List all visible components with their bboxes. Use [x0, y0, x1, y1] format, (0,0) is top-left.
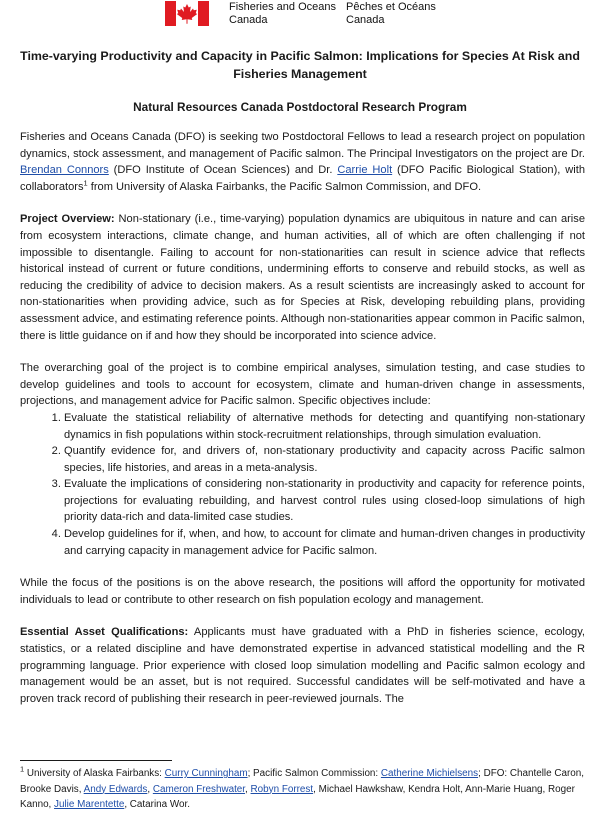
dept-name-fr-line1: Pêches et Océans	[346, 1, 436, 13]
collaborator-link-forrest[interactable]: Robyn Forrest	[250, 783, 314, 795]
footnote-divider	[20, 760, 172, 761]
objective-item: 1. Evaluate the statistical reliability of alternative methods for detecting and quantifying non-stationary dynamics in fish populations within stock-recruitment relationships, through simulation evaluation.	[64, 410, 585, 443]
document-title: Time-varying Productivity and Capacity in Pacific Salmon: Implications for Species At Risk and Fisheries Management	[20, 49, 580, 81]
collaborator-link-marentette[interactable]: Julie Marentette	[54, 799, 125, 810]
pi-link-holt[interactable]: Carrie Holt	[337, 164, 393, 177]
collaborator-link-edwards[interactable]: Andy Edwards	[83, 783, 148, 795]
footnote-text-4: ,	[147, 783, 153, 795]
footnote-text-1: University of Alaska Fairbanks:	[24, 768, 165, 779]
footnote-text-2: ; Pacific Salmon Commission:	[247, 768, 381, 779]
objective-item: 4. Develop guidelines for if, when, and how, to account for climate and human-driven changes in productivity and carrying capacity in management advice for Pacific salmon.	[64, 526, 585, 559]
program-subtitle: Natural Resources Canada Postdoctoral Research Program	[133, 100, 467, 114]
footnote-mark: 1	[20, 764, 25, 774]
intro-text-4: from University of Alaska Fairbanks, the Pacific Salmon Commission, and DFO.	[87, 180, 482, 193]
objectives-list	[20, 410, 585, 559]
canada-flag-icon	[165, 1, 209, 26]
footnote-reference: 1	[83, 178, 88, 188]
collaborator-link-michielsens[interactable]: Catherine Michielsens	[380, 768, 479, 779]
pi-link-connors[interactable]: Brendan Connors	[20, 164, 109, 177]
collaborator-link-cunningham[interactable]: Curry Cunningham	[164, 768, 248, 779]
document-body	[20, 129, 585, 723]
dept-name-en-line2: Canada	[229, 13, 268, 26]
dept-name-fr-line2: Canada	[346, 13, 385, 26]
intro-text-1: Fisheries and Oceans Canada (DFO) is seeking two Postdoctoral Fellows to lead a research project on population dynamics, stock assessment, and management of Pacific salmon. The Principal Investigators on the project are Dr.	[20, 131, 585, 160]
intro-text-3: (DFO Pacific Biological Station), with collaborators	[20, 164, 585, 193]
qualifications-text: Applicants must have graduated with a PhD in fisheries science, ecology, statistics, or a related discipline and have demonstrated expertise in advanced statistical modelling and the R programming language. Prior experience with closed loop simulation modelling and Pacific salmon ecology and management would be an asset, but is not required. Successful candidates will be self-motivated and have a proven track record of publishing their research in peer-reviewed journals. The	[20, 626, 586, 705]
footnote-text-3: ; DFO: Chantelle Caron, Brooke Davis,	[20, 768, 585, 795]
intro-text-2: (DFO Institute of Ocean Sciences) and Dr.	[108, 164, 338, 177]
overview-text: Non-stationary (i.e., time-varying) population dynamics are ubiquitous in nature and can arise from ecosystem interactions, climate change, and human activities, all of which are often challenging if not impossible to disentangle. Failing to account for non-stationarities can result in science advice that reflects historical instead of current or future conditions, undermining efforts to conserve and rebuild stocks, as well as reducing the credibility of advice to decision makers. As a result scientists are increasingly asked to account for non-stationarities when providing advice, such as for Species at Risk, developing rebuilding plans, providing assessment advice, and estimating reference points. Although non-stationarities appear common in Pacific salmon, there is little guidance on if and how they should be incorporated into science advice.	[20, 213, 585, 342]
footnote-text-5: ,	[245, 783, 251, 795]
overview-paragraph	[20, 211, 585, 344]
objective-item: 3. Evaluate the implications of considering non-stationarity in productivity and capacity for reference points, projections for evaluating rebuilding, and harvest control rules using closed-loop simulations of high priority data-rich and data-limited case studies.	[64, 476, 585, 526]
intro-paragraph	[20, 129, 585, 195]
header	[165, 1, 446, 29]
dept-name-en-line1: Fisheries and Oceans	[229, 1, 336, 13]
collaborator-link-freshwater[interactable]: Cameron Freshwater	[152, 783, 246, 795]
overview-heading: Project Overview:	[20, 213, 115, 226]
footnote-text-7: , Catarina Wor.	[124, 799, 190, 810]
qualifications-paragraph	[20, 624, 585, 707]
department-wordmark	[229, 1, 446, 26]
goal-paragraph: The overarching goal of the project is to combine empirical analyses, simulation testing, and case studies to develop guidelines and tools to account for ecosystem, climate and human-driven change in assessments, projections, and management advice for Pacific salmon. Specific objectives include:	[20, 362, 585, 408]
footnote	[20, 766, 585, 813]
qualifications-heading: Essential Asset Qualifications:	[20, 626, 189, 639]
footnote-text-6: , Michael Hawkshaw, Kendra Holt, Ann-Marie Huang, Roger Kanno,	[20, 783, 575, 810]
focus-paragraph: While the focus of the positions is on the above research, the positions will afford the opportunity for motivated individuals to lead or contribute to other research on fish population ecology and management.	[20, 577, 585, 606]
objective-item: 2. Quantify evidence for, and drivers of, non-stationary productivity and capacity across Pacific salmon species, life histories, and areas in a meta-analysis.	[64, 443, 585, 476]
